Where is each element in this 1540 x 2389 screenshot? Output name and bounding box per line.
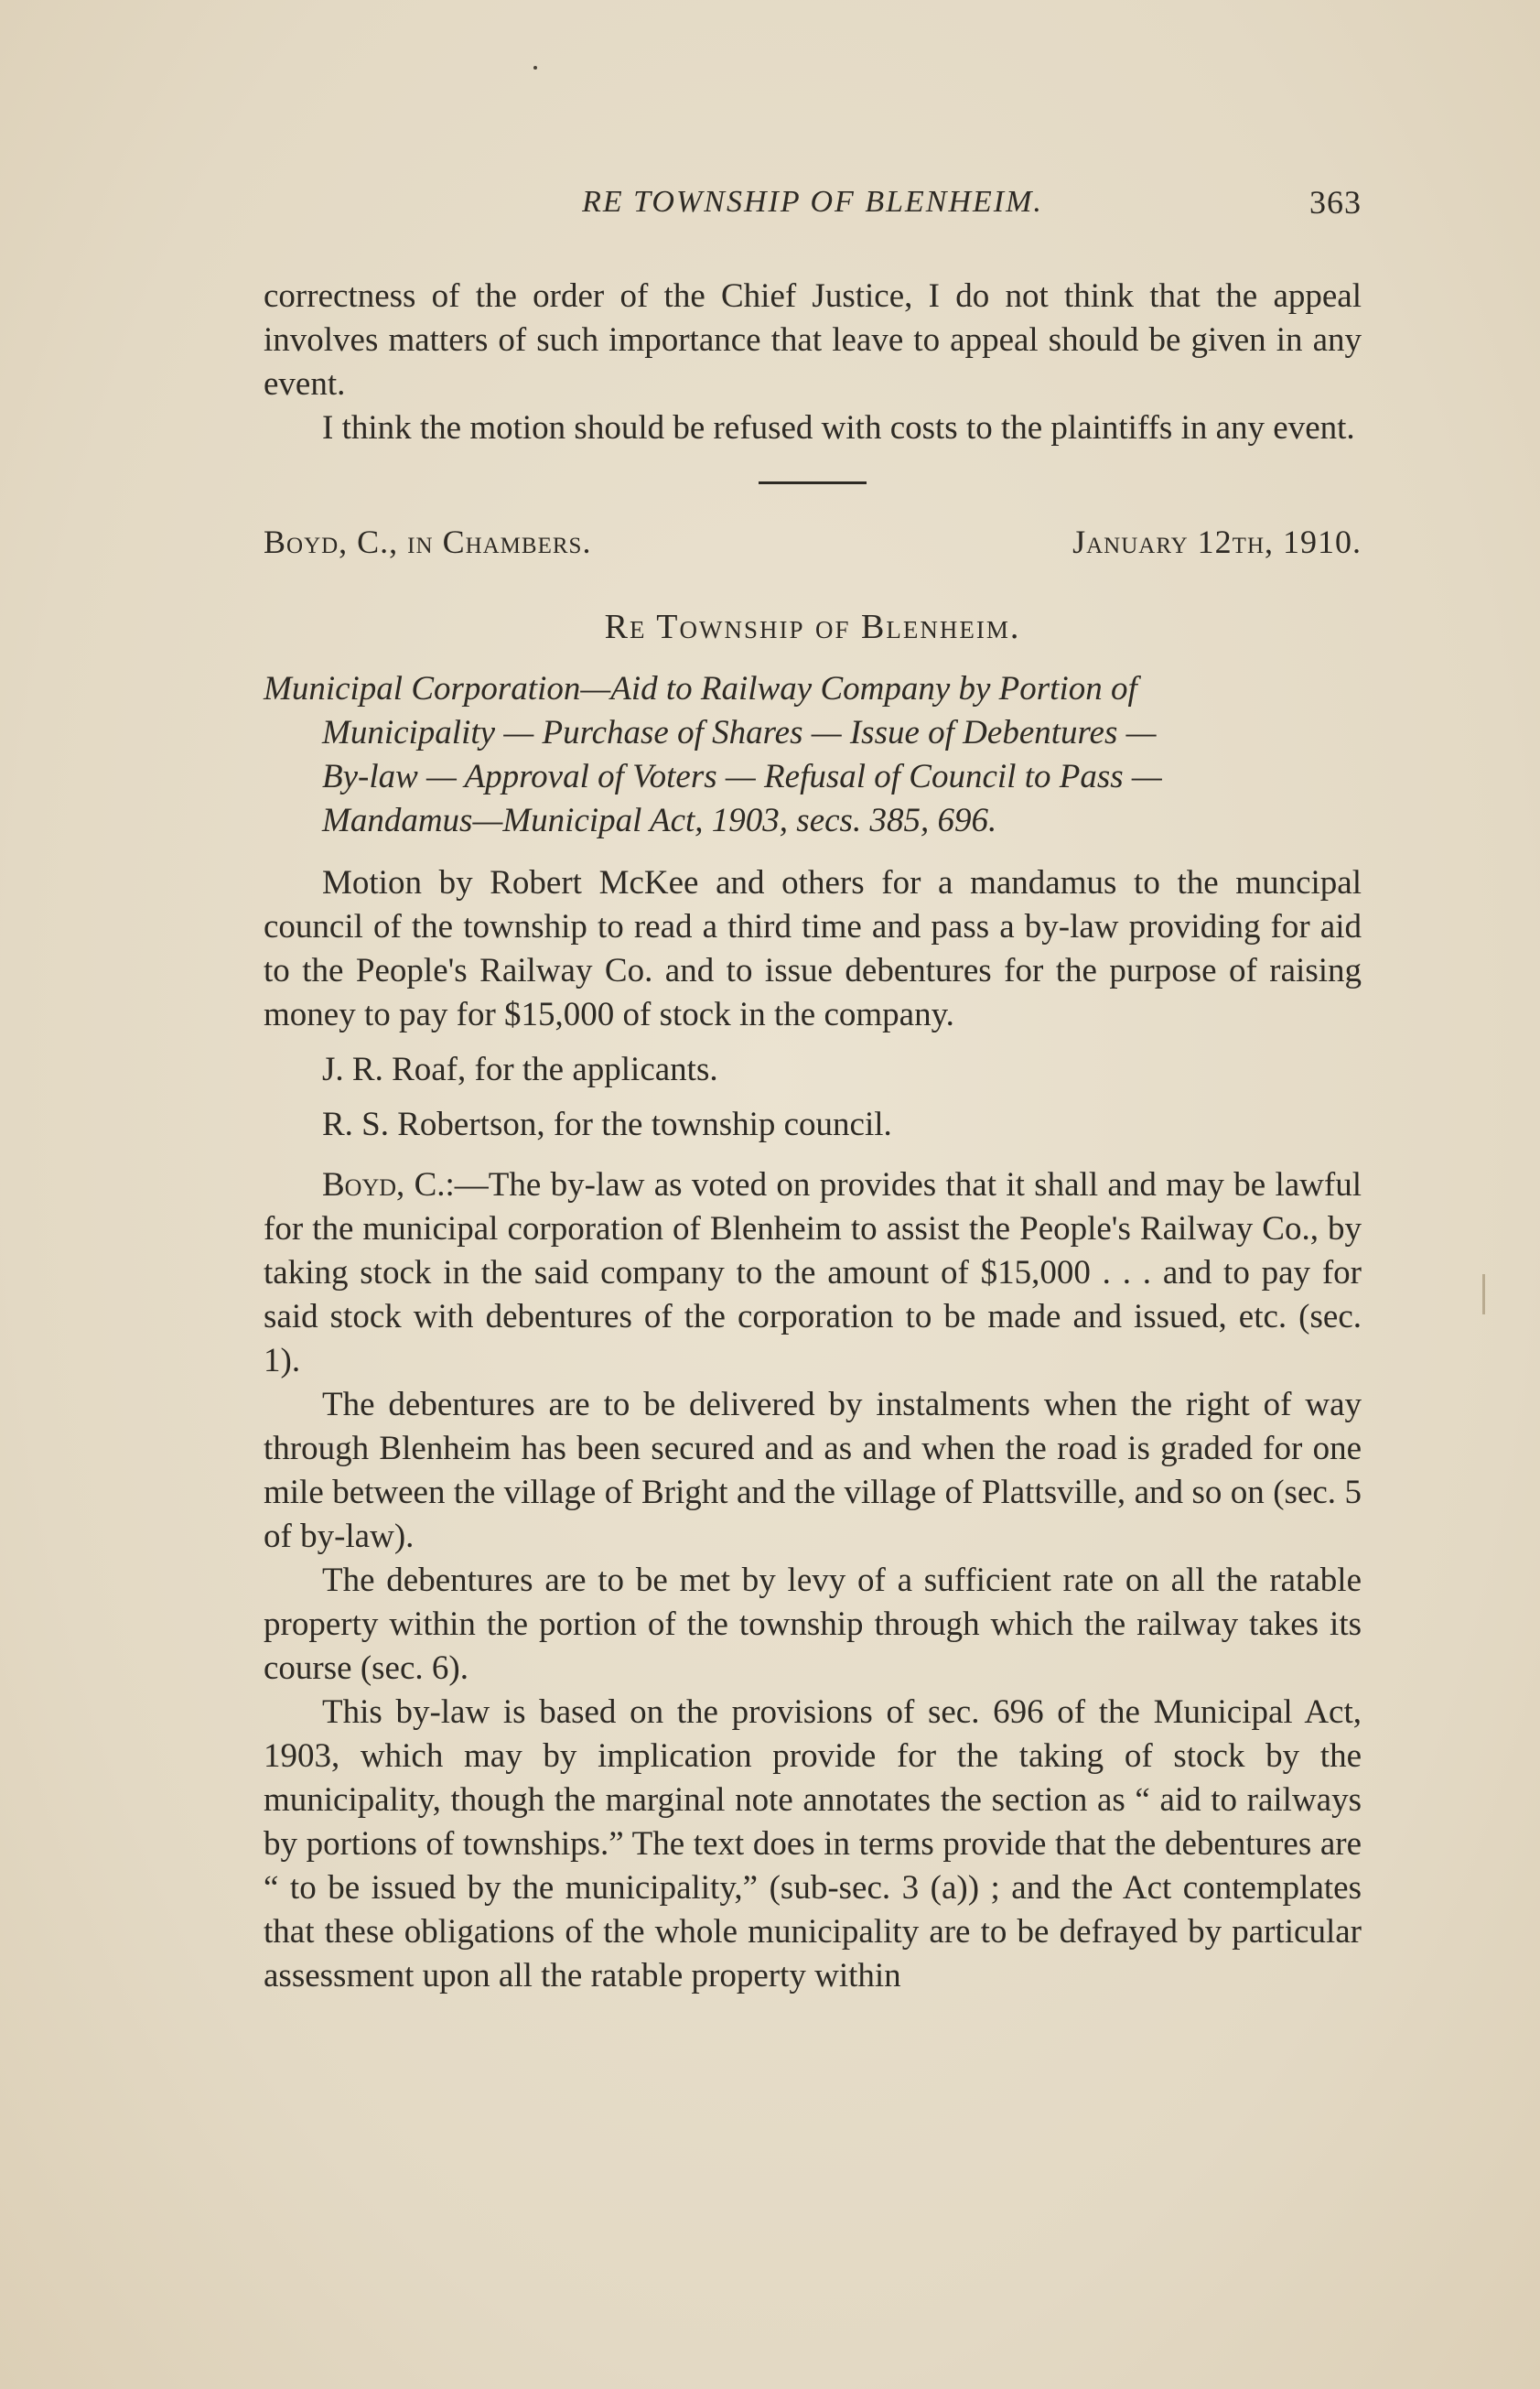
running-head: [264, 174, 1362, 229]
judgment-paragraph-3: The debentures are to be met by levy of a sufficient rate on all the ratable property within the portion of the township through which the railway takes its course (sec. 6).: [264, 1562, 1362, 1687]
intro-paragraph-2: I think the motion should be refused with costs to the plaintiffs in any event.: [322, 409, 1355, 447]
headnote-line: Municipal Corporation—Aid to Railway Company by Portion of: [264, 670, 1137, 708]
headnote: [264, 667, 1362, 843]
judgment-paragraph-4: This by-law is based on the provisions of sec. 696 of the Municipal Act, 1903, which may by implication provide for the taking of stock by the municipality, though the marginal note annotates the section as “ aid to railways by portions of townships.” The text does in terms provide that the debentures are “ to be issued by the municipality,” (sub-sec. 3 (a)) ; and the Act contemplates that these obligations of the whole municipality are to be defrayed by particular assessment upon all the ratable property within: [264, 1693, 1362, 1994]
judge-line: Boyd, C., in Chambers.: [264, 524, 592, 560]
headnote-line: Mandamus—Municipal Act, 1903, secs. 385, 696.: [322, 802, 997, 839]
case-title: Re Township of Blenheim.: [604, 608, 1021, 646]
counsel-respondent: R. S. Robertson, for the township council.: [322, 1106, 892, 1143]
running-title: RE TOWNSHIP OF BLENHEIM.: [582, 185, 1043, 219]
section-divider: [759, 481, 867, 484]
counsel-applicants: J. R. Roaf, for the applicants.: [322, 1051, 718, 1088]
court-line: [264, 523, 1362, 570]
judgment-paragraph-2: The debentures are to be delivered by instalments when the right of way through Blenheim has been secured and as and when the road is graded for one mile between the village of Bright and the village of Plattsville, and so on (sec. 5 of by-law).: [264, 1386, 1362, 1555]
decision-date: January 12th, 1910.: [1072, 524, 1362, 560]
judgment-paragraph-1: [264, 1163, 1362, 1383]
motion-paragraph: Motion by Robert McKee and others for a mandamus to the muncipal council of the township to read a third time and pass a by-law providing for aid to the People's Railway Co. and to issue debentures for the purpose of raising money to pay for $15,000 of stock in the company.: [264, 864, 1362, 1033]
headnote-line: Municipality — Purchase of Shares — Issue of Debentures —: [322, 714, 1157, 751]
page-margin-mark: [1482, 1274, 1485, 1314]
judge-speaker: Boyd, C.: [322, 1166, 446, 1204]
page-number: 363: [1309, 184, 1362, 221]
page-content: [264, 174, 1362, 1998]
intro-paragraph-1: correctness of the order of the Chief Justice, I do not think that the appeal involves matters of such importance that leave to appeal should be given in any event.: [264, 277, 1362, 403]
headnote-line: By-law — Approval of Voters — Refusal of Council to Pass —: [322, 758, 1162, 795]
ink-speck: [533, 66, 537, 70]
judgment-text-1: :—The by-law as voted on provides that it shall and may be lawful for the municipal corporation of Blenheim to assist the People's Railway Co., by taking stock in the said company to the amount of $15,000 . . . and to pay for said stock with debentures of the corporation to be made and issued, etc. (sec. 1).: [264, 1166, 1362, 1379]
